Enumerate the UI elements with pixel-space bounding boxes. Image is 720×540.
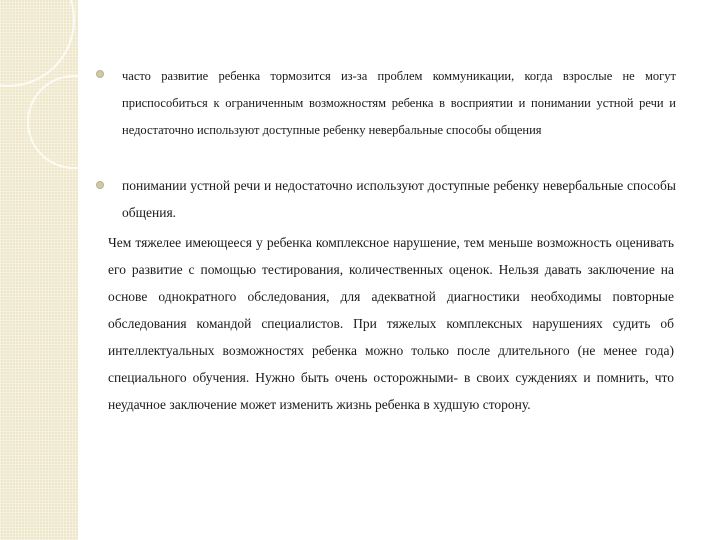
bullet-item-2 — [96, 172, 676, 226]
bullet-item-1 — [96, 63, 676, 144]
bullet-dot-icon — [96, 70, 104, 78]
body-paragraph: Чем тяжелее имеющееся у ребенка комплексное нарушение, тем меньше возможность оценивать его развитие с помощью тестирования, количественных оценок. Нельзя давать заключение на основе однократного обследования, для адекватной диагностики необходимы повторные обследования командой специалистов. При тяжелых комплексных нарушениях судить об интеллектуальных возможностях ребенка можно только после длительного (не менее года) специального обучения. Нужно быть очень осторожными- в своих суждениях и помнить, что неудачное заключение может изменить жизнь ребенка в худшую сторону. — [108, 235, 674, 412]
bullet-text-1: часто развитие ребенка тормозится из-за проблем коммуникации, когда взрослые не могут приспособиться к ограниченным возможностям ребенка в восприятии и понимании устной речи и недостаточно используют доступные ребенку невербальные способы общения — [122, 69, 676, 137]
bullet-text-2: понимании устной речи и недостаточно используют доступные ребенку невербальные способы общения. — [122, 178, 676, 220]
bullet-dot-icon — [96, 181, 104, 189]
